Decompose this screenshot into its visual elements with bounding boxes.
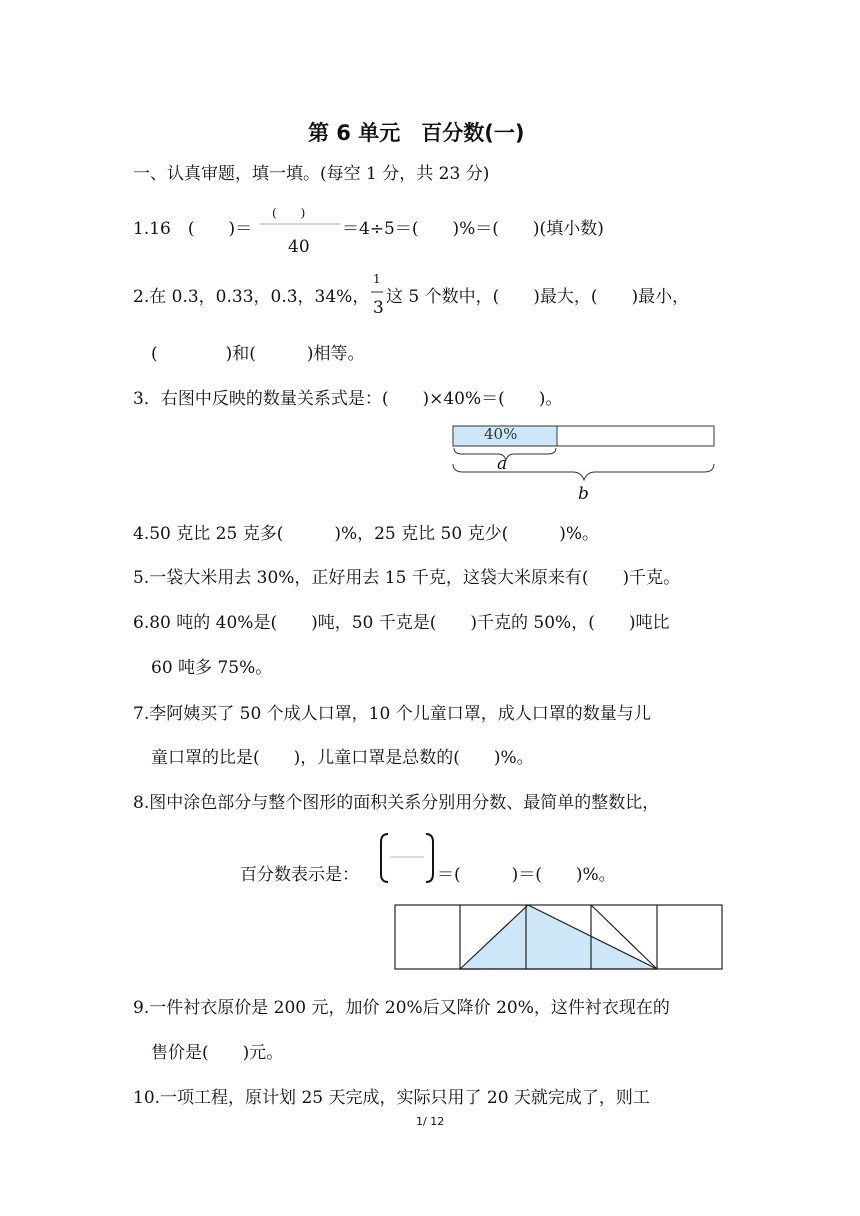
page-title: 第 6 单元 百分数(一) [308,121,525,145]
q8-fraction-bracket [378,832,438,886]
q8-shaded-region [460,905,657,969]
q3-unshaded-bar [557,426,714,446]
q3-label-b: b [578,484,589,504]
q1-fraction-numerator: ( ) [272,206,306,220]
q4-text: 4.50 克比 25 克多( )%，25 克比 50 克少( )%。 [133,524,600,544]
q5-text: 5.一袋大米用去 30%，正好用去 15 千克，这袋大米原来有( )千克。 [133,568,681,588]
q7-line2: 童口罩的比是( )，儿童口罩是总数的( )%。 [151,748,534,768]
q6-line1: 6.80 吨的 40%是( )吨，50 千克是( )千克的 50%，( )吨比 [133,613,670,633]
q1-prefix: 1.16 ( )＝ [133,219,253,239]
q2-line1-b: 这 5 个数中，( )最大，( )最小， [386,287,690,307]
q1-fraction-denominator: 40 [288,237,310,257]
q1-suffix: ＝4÷5＝( )%＝( )(填小数) [342,219,604,239]
q8-line1: 8.图中涂色部分与整个图形的面积关系分别用分数、最简单的整数比， [133,793,660,813]
section-heading: 一、认真审题，填一填。(每空 1 分，共 23 分) [133,164,490,184]
q3-bar-label: 40% [484,425,518,443]
q8-line2-prefix: 百分数表示是： [240,865,359,885]
q2-line1-a: 2.在 0.3，0.33，0.3̇，34%， [133,287,370,307]
q10-line1: 10.一项工程，原计划 25 天完成，实际只用了 20 天就完成了，则工 [133,1088,650,1108]
q8-squares-figure [393,903,733,973]
q3-text: 3．右图中反映的数量关系式是：( )×40%＝( )。 [133,389,563,409]
q3-brace-b [453,464,714,480]
q9-line1: 9.一件衬衣原价是 200 元，加价 20%后又降价 20%，这件衬衣现在的 [133,998,670,1018]
page-number: 1/ 12 [416,1115,445,1128]
q7-line1: 7.李阿姨买了 50 个成人口罩，10 个儿童口罩，成人口罩的数量与儿 [133,704,651,724]
q2-line2: ( )和( )相等。 [151,344,365,364]
q8-line2-suffix: ＝( )＝( )%。 [437,865,616,885]
q2-fraction-denominator: 3 [373,298,384,318]
q2-fraction-numerator: 1 [373,272,381,286]
q6-line2: 60 吨多 75%。 [151,658,273,678]
q9-line2: 售价是( )元。 [151,1043,284,1063]
q3-label-a: a [497,454,508,474]
